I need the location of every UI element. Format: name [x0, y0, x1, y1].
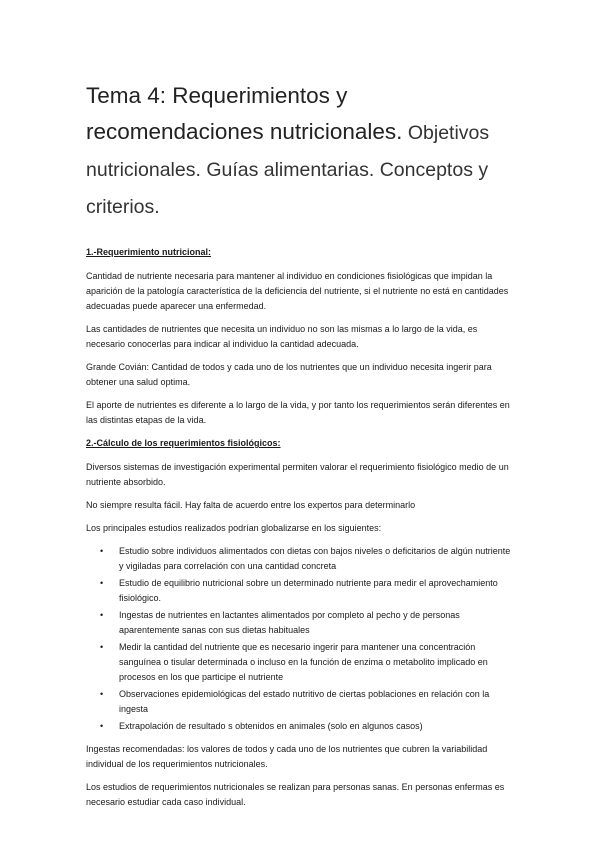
list-item: [100, 608, 514, 638]
bullet-icon: •: [100, 546, 104, 556]
page-title: [86, 76, 514, 223]
section-heading-requerimiento: 1.-Requerimiento nutricional:: [86, 247, 212, 257]
bullet-icon: •: [100, 721, 104, 731]
paragraph: Las cantidades de nutrientes que necesita un individuo no son las mismas a lo largo de la vida, es necesario conocerlas para indicar al individuo la cantidad adecuada.: [86, 324, 478, 349]
bullet-list: [86, 544, 514, 734]
bullet-icon: •: [100, 689, 104, 699]
list-item-text: Ingestas de nutrientes en lactantes alimentados por completo al pecho y de personas aparentemente sanas con sus dietas habituales: [119, 610, 460, 635]
list-item: [100, 719, 514, 734]
section-heading-calculo: 2.-Cálculo de los requerimientos fisiológicos:: [86, 438, 281, 448]
list-item-text: Estudio de equilibrio nutricional sobre un determinado nutriente para medir el aprovechamiento fisiológico.: [119, 578, 498, 603]
paragraph: Ingestas recomendadas: los valores de todos y cada uno de los nutrientes que cubren la variabilidad individual de los requerimientos nutricionales.: [86, 744, 488, 769]
bullet-icon: •: [100, 642, 104, 652]
paragraph: El aporte de nutrientes es diferente a lo largo de la vida, y por tanto los requerimientos serán diferentes en las distintas etapas de la vida.: [86, 400, 510, 425]
title-main: Tema 4: Requerimientos y recomendaciones nutricionales.: [86, 83, 403, 144]
paragraph: No siempre resulta fácil. Hay falta de acuerdo entre los expertos para determinarlo: [86, 500, 416, 510]
list-item: [100, 640, 514, 685]
title-subtitle: Objetivos nutricionales. Guías alimentarias. Conceptos y criterios.: [86, 122, 490, 218]
paragraph: Los principales estudios realizados podrían globalizarse en los siguientes:: [86, 523, 382, 533]
paragraph: Diversos sistemas de investigación experimental permiten valorar el requerimiento fisiológico medio de un nutriente absorbido.: [86, 462, 509, 487]
list-item-text: Extrapolación de resultado s obtenidos en animales (solo en algunos casos): [119, 721, 423, 731]
list-item-text: Observaciones epidemiológicas del estado nutritivo de ciertas poblaciones en relación con la ingesta: [119, 689, 490, 714]
bullet-icon: •: [100, 578, 104, 588]
paragraph: Los estudios de requerimientos nutricionales se realizan para personas sanas. En personas enfermas es necesario estudiar cada caso individual.: [86, 782, 505, 807]
paragraph: Grande Covián: Cantidad de todos y cada uno de los nutrientes que un individuo necesita ingerir para obtener una salud optima.: [86, 362, 492, 387]
list-item: [100, 687, 514, 717]
paragraph: Cantidad de nutriente necesaria para mantener al individuo en condiciones fisiológicas que impidan la aparición de la patología característica de la deficiencia del nutriente, si el nutriente no está en cantidades adecuadas puede aparecer una enfermedad.: [86, 271, 509, 311]
list-item-text: Medir la cantidad del nutriente que es necesario ingerir para mantener una concentración sanguínea o tisular determinada o incluso en la función de enzima o metabolito implicado en procesos en los que participe el nutriente: [119, 642, 488, 682]
list-item: [100, 576, 514, 606]
list-item: [100, 544, 514, 574]
bullet-icon: •: [100, 610, 104, 620]
list-item-text: Estudio sobre individuos alimentados con dietas con bajos niveles o deficitarios de algún nutriente y vigiladas para correlación con una cantidad concreta: [119, 546, 511, 571]
